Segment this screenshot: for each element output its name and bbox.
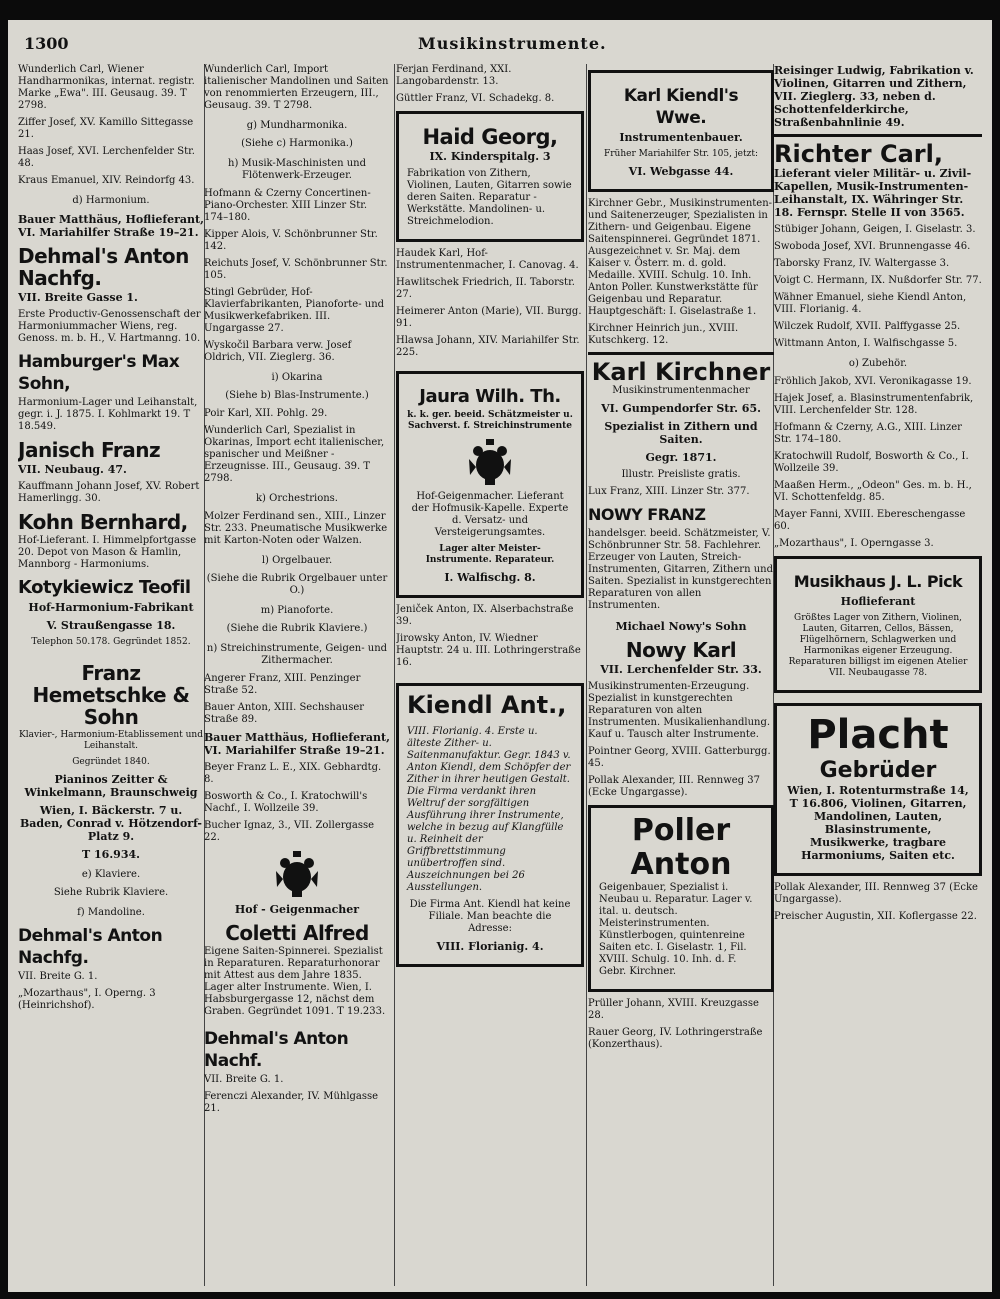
listing-entry: Rauer Georg, IV. Lothringerstraße (Konzerthaus). — [588, 1027, 763, 1050]
ad-title: Hamburger's Max Sohn, — [18, 352, 180, 394]
double-headed-eagle-icon — [272, 849, 322, 899]
ad-subtitle: k. k. ger. beeid. Schätzmeister u. Sachverst. f. Streichinstrumente — [407, 410, 573, 431]
listing-entry: Pollak Alexander, III. Rennweg 37 (Ecke Ungargasse). — [588, 775, 760, 798]
ad-body: Fabrikation von Zithern, Violinen, Lauten, Gitarren sowie deren Saiten. Reparatur - Werkstätte. Mandolinen- u. Streichmelodion. — [407, 168, 572, 227]
ad-title: Jaura Wilh. Th. — [419, 386, 561, 407]
ad-box — [774, 556, 982, 693]
section-heading: d) Harmonium. — [72, 195, 150, 206]
section-heading: o) Zubehör. — [848, 358, 908, 369]
listing-entry: Hajek Josef, a. Blasinstrumentenfabrik, VIII. Lerchenfelder Str. 128. — [774, 393, 974, 416]
section-heading: i) Okarina — [271, 372, 323, 383]
listing-entry: Swoboda Josef, XVI. Brunnengasse 46. — [774, 241, 971, 252]
listing-entry: Wittmann Anton, I. Walfischgasse 5. — [774, 338, 958, 349]
section-note: (Siehe c) Harmonika.) — [241, 138, 353, 149]
ad-body: Größtes Lager von Zithern, Violinen, Lauten, Gitarren, Cellos, Bässen, Flügelhörnern, Schlagwerken und Harmonikas eigener Erzeugung. Reparaturen billigst im eigenen Atelier VII. Neubaugasse 78. — [788, 613, 968, 678]
listing-entry: Kraus Emanuel, XIV. Reindorfg 43. — [18, 175, 195, 186]
listing-entry: „Mozarthaus", I. Operng. 3 (Heinrichshof). — [18, 988, 156, 1011]
listing-entry: Voigt C. Hermann, IX. Nußdorfer Str. 77. — [774, 275, 982, 286]
column-3 — [396, 64, 584, 1286]
ad-address: IX. Kinderspitalg. 3 — [429, 150, 551, 163]
ad-note: Lager alter Meister-Instrumente. Reparateur. — [425, 544, 555, 565]
ad-address: I. Walfischg. 8. — [444, 571, 536, 584]
ad-founded: Gegründet 1840. — [72, 757, 150, 767]
listing-entry: „Mozarthaus", I. Operngasse 3. — [774, 538, 934, 549]
double-headed-eagle-icon — [465, 437, 515, 487]
listing-entry: Taborsky Franz, IV. Waltergasse 3. — [774, 258, 950, 269]
section-heading: n) Streichinstrumente, Geigen- und Zithermacher. — [206, 643, 388, 666]
column-2 — [204, 64, 390, 1286]
ad-subtitle: Harmonium-Lager und Leihanstalt, gegr. i. J. 1875. I. Kohlmarkt 19. T 18.549. — [18, 397, 198, 432]
listing-entry: Bauer Anton, XIII. Sechshauser Straße 89. — [204, 702, 365, 725]
ad-body: Eigene Saiten-Spinnerei. Spezialist in Reparaturen. Reparaturhonorar mit Attest aus dem Jahre 1835. Lager alter Instrumente. Wien, I. Habsburgergasse 12, nächst dem Graben. Gegründet 1091. T 19.233. — [204, 946, 386, 1017]
ad-subtitle: Musikinstrumentenmacher — [612, 385, 750, 396]
ad-title: Kiendl Ant., — [407, 691, 567, 719]
section-note: (Siehe b) Blas-Instrumente.) — [225, 390, 369, 401]
ad-subtitle: Gebrüder — [819, 758, 937, 783]
listing-entry: Kratochwill Rudolf, Bosworth & Co., I. Wollzeile 39. — [774, 451, 969, 474]
ad-address: VI. Webgasse 44. — [628, 165, 734, 178]
ad-title: Dehmal's Anton Nachf. — [204, 1029, 349, 1071]
ad-title: NOWY FRANZ — [588, 505, 706, 524]
ad-box — [396, 683, 584, 967]
ad-subtitle: Instrumentenbauer. — [619, 131, 743, 144]
listing-entry: Reisinger Ludwig, Fabrikation v. Violinen, Gitarren und Zithern, VII. Zieglerg. 33, neben d. Schottenfelderkirche, Straßenbahnlinie 49. — [774, 64, 974, 129]
ad-title: Coletti Alfred — [225, 921, 369, 945]
ad-body: Musikinstrumenten-Erzeugung. Spezialist in kunstgerechten Reparaturen von alten Instrumenten. Musikalienhandlung. Kauf u. Tausch alter Instrumente. — [588, 681, 771, 740]
section-note: (Siehe die Rubrik Klaviere.) — [226, 623, 368, 634]
listing-entry: Molzer Ferdinand sen., XIII., Linzer Str. 233. Pneumatische Musikwerke mit Karton-Noten oder Walzen. — [204, 511, 388, 546]
page-header — [8, 30, 992, 52]
listing-entry: Wyskočil Barbara verw. Josef Oldrich, VII. Zieglerg. 36. — [204, 340, 352, 363]
ad-box — [774, 703, 982, 876]
directory-page — [8, 20, 992, 1292]
section-heading: l) Orgelbauer. — [261, 555, 333, 566]
ad-box — [588, 805, 774, 992]
ad-title: Nowy Karl — [625, 638, 737, 662]
ad-address: VII. Lerchenfelder Str. 33. — [600, 663, 762, 676]
ad-brand: Pianinos Zeitter & Winkelmann, Braunschweig — [24, 773, 198, 799]
listing-entry: Güttler Franz, VI. Schadekg. 8. — [396, 93, 555, 104]
listing-entry: Pointner Georg, XVIII. Gatterburgg. 45. — [588, 746, 771, 769]
ad-subtitle: Hof-Lieferant. I. Himmelpfortgasse 20. Depot von Mason & Hamlin, Mannborg - Harmoniums. — [18, 535, 197, 570]
ad-title: Dehmal's Anton Nachfg. — [18, 244, 189, 290]
ad-subtitle: VII. Breite G. 1. — [204, 1074, 284, 1085]
ad-box — [396, 371, 584, 598]
ad-subtitle: Hoflieferant — [840, 595, 916, 608]
column-5 — [774, 64, 982, 1286]
section-heading: h) Musik-Maschinisten und Flötenwerk-Erzeuger. — [228, 158, 366, 181]
listing-entry: Haas Josef, XVI. Lerchenfelder Str. 48. — [18, 146, 195, 169]
listing-entry: Fröhlich Jakob, XVI. Veronikagasse 19. — [774, 376, 972, 387]
ad-founded: Gegr. 1871. — [645, 451, 717, 464]
listing-entry: Erste Productiv-Genossenschaft der Harmoniummacher Wiens, reg. Genoss. m. b. H., V. Hartmanng. 10. — [18, 309, 201, 344]
listing-entry: Wunderlich Carl, Wiener Handharmonikas, internat. registr. Marke „Ewa". III. Geusaug. 39. T 2798. — [18, 64, 195, 111]
listing-entry: Kirchner Gebr., Musikinstrumenten- und Saitenerzeuger, Spezialisten in Zithern- und Geigenbau. Eigene Saitenspinnerei. Gegründet 1871. Ausgezeichnet v. Sr. Maj. dem Kaiser v. Österr. m. d. gold. Medaille. XVIII. Schulg. 10. Inh. Anton Poller. Kunstwerkstätte für Geigenbau und Reparatur. Hauptgeschäft: I. Giselastraße 1. — [588, 198, 773, 317]
listing-entry: Prüller Johann, XVIII. Kreuzgasse 28. — [588, 998, 759, 1021]
ad-body: Geigenbauer, Spezialist i. Neubau u. Reparatur. Lager v. ital. u. deutsch. Meisterinstrumenten. Künstlerbogen, quintenreine Saiten etc. I. Giselastr. 1, Fil. XVIII. Schulg. 10. Inh. d. F. Gebr. Kirchner. — [599, 882, 753, 977]
listing-entry: Ferenczi Alexander, IV. Mühlgasse 21. — [204, 1091, 379, 1114]
listing-entry: Ziffer Josef, XV. Kamillo Sittegasse 21. — [18, 117, 194, 140]
ad-note: Die Firma Ant. Kiendl hat keine Filiale. Man beachte die Adresse: — [409, 899, 571, 934]
ad-address: VIII. Florianig. 4. — [436, 940, 544, 953]
listing-entry: Bucher Ignaz, 3., VII. Zollergasse 22. — [204, 820, 375, 843]
ad-phone: T 16.934. — [82, 848, 140, 861]
ad-body: Hof-Geigenmacher. Lieferant der Hofmusik-Kapelle. Experte d. Versatz- und Versteigerungsamtes. — [411, 491, 569, 538]
listing-entry: Angerer Franz, XIII. Penzinger Straße 52. — [204, 673, 361, 696]
ad-title: Anton — [630, 847, 732, 882]
section-heading: g) Mundharmonika. — [246, 120, 348, 131]
section-heading: k) Orchestrions. — [256, 493, 338, 504]
listing-entry: Lux Franz, XIII. Linzer Str. 377. — [588, 486, 750, 497]
ad-subtitle: Hof - Geigenmacher — [234, 903, 360, 916]
column-divider — [586, 64, 587, 1286]
column-divider — [394, 64, 395, 1286]
listing-entry: Kipper Alois, V. Schönbrunner Str. 142. — [204, 229, 378, 252]
ad-address: Wien, I. Bäckerstr. 7 u. Baden, Conrad v. Hötzendorf-Platz 9. — [19, 804, 203, 843]
listing-entry: Reichuts Josef, V. Schönbrunner Str. 105. — [204, 258, 388, 281]
listing-entry: Pollak Alexander, III. Rennweg 37 (Ecke Ungargasse). — [774, 882, 978, 905]
ad-subtitle: VII. Breite Gasse 1. — [18, 291, 138, 304]
section-heading: f) Mandoline. — [77, 907, 145, 918]
ad-box — [396, 111, 584, 242]
ad-title: Franz Hemetschke & Sohn — [32, 661, 190, 729]
listing-entry: Stübiger Johann, Geigen, I. Giselastr. 3. — [774, 224, 976, 235]
ad-note: Illustr. Preisliste gratis. — [621, 469, 741, 480]
ad-phone: Telephon 50.178. Gegründet 1852. — [31, 637, 191, 647]
listing-entry: Kirchner Heinrich jun., XVIII. Kutschkerg. 12. — [588, 323, 739, 346]
ad-body: handelsger. beeid. Schätzmeister, V. Schönbrunner Str. 58. Fachlehrer. Erzeuger von Lauten, Streich-Instrumenten, Gitarren, Zithern und Saiten. Spezialist in kunstgerechten Reparaturen von allen Instrumenten. — [588, 528, 773, 611]
listing-entry: Haudek Karl, Hof-Instrumentenmacher, I. Canovag. 4. — [396, 248, 579, 271]
listing-entry: Jeniček Anton, IX. Alserbachstraße 39. — [396, 604, 574, 627]
ad-block — [774, 134, 982, 219]
listing-entry: Poir Karl, XII. Pohlg. 29. — [204, 408, 328, 419]
page-title: Musikinstrumente. — [418, 34, 607, 53]
ad-body: Wien, I. Rotenturmstraße 14, T 16.806, Violinen, Gitarren, Mandolinen, Lauten, Blasinstrumente, Musikwerke, tragbare Harmoniums, Saiten etc. — [787, 784, 969, 862]
listing-entry: Wilczek Rudolf, XVII. Palffygasse 25. — [774, 321, 961, 332]
listing-entry: Heimerer Anton (Marie), VII. Burgg. 91. — [396, 306, 582, 329]
ad-title: Richter Carl, — [774, 140, 943, 168]
listing-entry: Kauffmann Johann Josef, XV. Robert Hamerlingg. 30. — [18, 481, 200, 504]
listing-entry: Bauer Matthäus, Hoflieferant, VI. Mariahilfer Straße 19–21. — [18, 213, 204, 239]
ad-subtitle: Michael Nowy's Sohn — [615, 620, 747, 633]
section-note: (Siehe die Rubrik Orgelbauer unter O.) — [206, 573, 388, 596]
ad-box — [588, 70, 774, 192]
ad-subtitle: Hof-Harmonium-Fabrikant — [28, 601, 194, 614]
ad-subtitle: Klavier-, Harmonium-Etablissement und Leihanstalt. — [19, 730, 203, 751]
listing-entry: Hofmann & Czerny, A.G., XIII. Linzer Str. 174–180. — [774, 422, 962, 445]
listing-entry: Ferjan Ferdinand, XXI. Langobardenstr. 13. — [396, 64, 512, 87]
ad-title: Poller — [631, 813, 731, 848]
ad-title: Kotykiewicz Teofil — [18, 577, 191, 598]
ad-title: Dehmal's Anton Nachfg. — [18, 926, 163, 968]
section-note: Siehe Rubrik Klaviere. — [53, 887, 169, 898]
listing-entry: Hofmann & Czerny Concertinen-Piano-Orchester. XIII Linzer Str. 174–180. — [204, 188, 371, 223]
listing-entry: Hlawsa Johann, XIV. Mariahilfer Str. 225. — [396, 335, 580, 358]
column-4 — [588, 64, 774, 1286]
section-heading: e) Klaviere. — [81, 869, 141, 880]
ad-title: Haid Georg, — [422, 125, 558, 149]
section-heading: m) Pianoforte. — [260, 605, 334, 616]
ad-subtitle: VII. Neubaug. 47. — [18, 463, 127, 476]
ad-note: Früher Mariahilfer Str. 105, jetzt: — [604, 149, 758, 159]
listing-entry: Bosworth & Co., I. Kratochwill's Nachf., I. Wollzeile 39. — [204, 791, 368, 814]
ad-body: Spezialist in Zithern und Saiten. — [604, 420, 758, 446]
listing-entry: Jirowsky Anton, IV. Wiedner Hauptstr. 24 u. III. Lothringerstraße 16. — [396, 633, 581, 668]
listing-entry: Stingl Gebrüder, Hof-Klavierfabrikanten, Pianoforte- und Musikwerkefabriken. III. Ungargasse 27. — [204, 287, 385, 334]
listing-entry: Hawlitschek Friedrich, II. Taborstr. 27. — [396, 277, 575, 300]
ad-subtitle: VII. Breite G. 1. — [18, 971, 98, 982]
listing-entry: Mayer Fanni, XVIII. Ebereschengasse 60. — [774, 509, 966, 532]
ad-title: Karl Kirchner — [591, 358, 771, 386]
ad-body: VIII. Florianig. 4. Erste u. älteste Zither- u. Saitenmanufaktur. Gegr. 1843 v. Anton Kiendl, dem Schöpfer der Zither in ihrer heutigen Gestalt. Die Firma verdankt ihren Weltruf der sorgfältigen Ausführung ihrer Instrumente, welche in bezug auf Klangfülle u. Reinheit der Griffbrettstimmung unübertroffen sind. Auszeichnungen bei 26 Ausstellungen. — [407, 726, 571, 893]
ad-title: Placht — [807, 712, 949, 758]
listing-entry: Bauer Matthäus, Hoflieferant, VI. Mariahilfer Straße 19–21. — [204, 731, 390, 757]
listing-entry: Wunderlich Carl, Spezialist in Okarinas, Import echt italienischer, spanischer und Meißner - Erzeugnisse. III., Geusaug. 39. T 2798. — [204, 425, 385, 484]
ad-title: Karl Kiendl's Wwe. — [623, 86, 739, 128]
ad-title: Janisch Franz — [18, 438, 161, 462]
column-1 — [18, 64, 204, 1286]
listing-entry: Beyer Franz L. E., XIX. Gebhardtg. 8. — [204, 762, 382, 785]
page-number: 1300 — [24, 34, 69, 53]
ad-title: Kohn Bernhard, — [18, 510, 188, 534]
ad-body: Lieferant vieler Militär- u. Zivil-Kapellen, Musik-Instrumenten-Leihanstalt, IX. Währinger Str. 18. Fernspr. Stelle II von 3565. — [774, 167, 972, 219]
ad-address: V. Straußengasse 18. — [46, 619, 176, 632]
listing-entry: Preischer Augustin, XII. Koflergasse 22. — [774, 911, 977, 922]
ad-address: VI. Gumpendorfer Str. 65. — [601, 402, 761, 415]
listing-entry: Wunderlich Carl, Import italienischer Mandolinen und Saiten von renommierten Erzeugern, III., Geusaug. 39. T 2798. — [204, 64, 389, 111]
ad-block — [588, 352, 774, 481]
listing-entry: Maaßen Herm., „Odeon" Ges. m. b. H., VI. Schottenfeldg. 85. — [774, 480, 972, 503]
listing-entry: Wähner Emanuel, siehe Kiendl Anton, VIII. Florianig. 4. — [774, 292, 967, 315]
ad-title: Musikhaus J. L. Pick — [793, 572, 963, 591]
